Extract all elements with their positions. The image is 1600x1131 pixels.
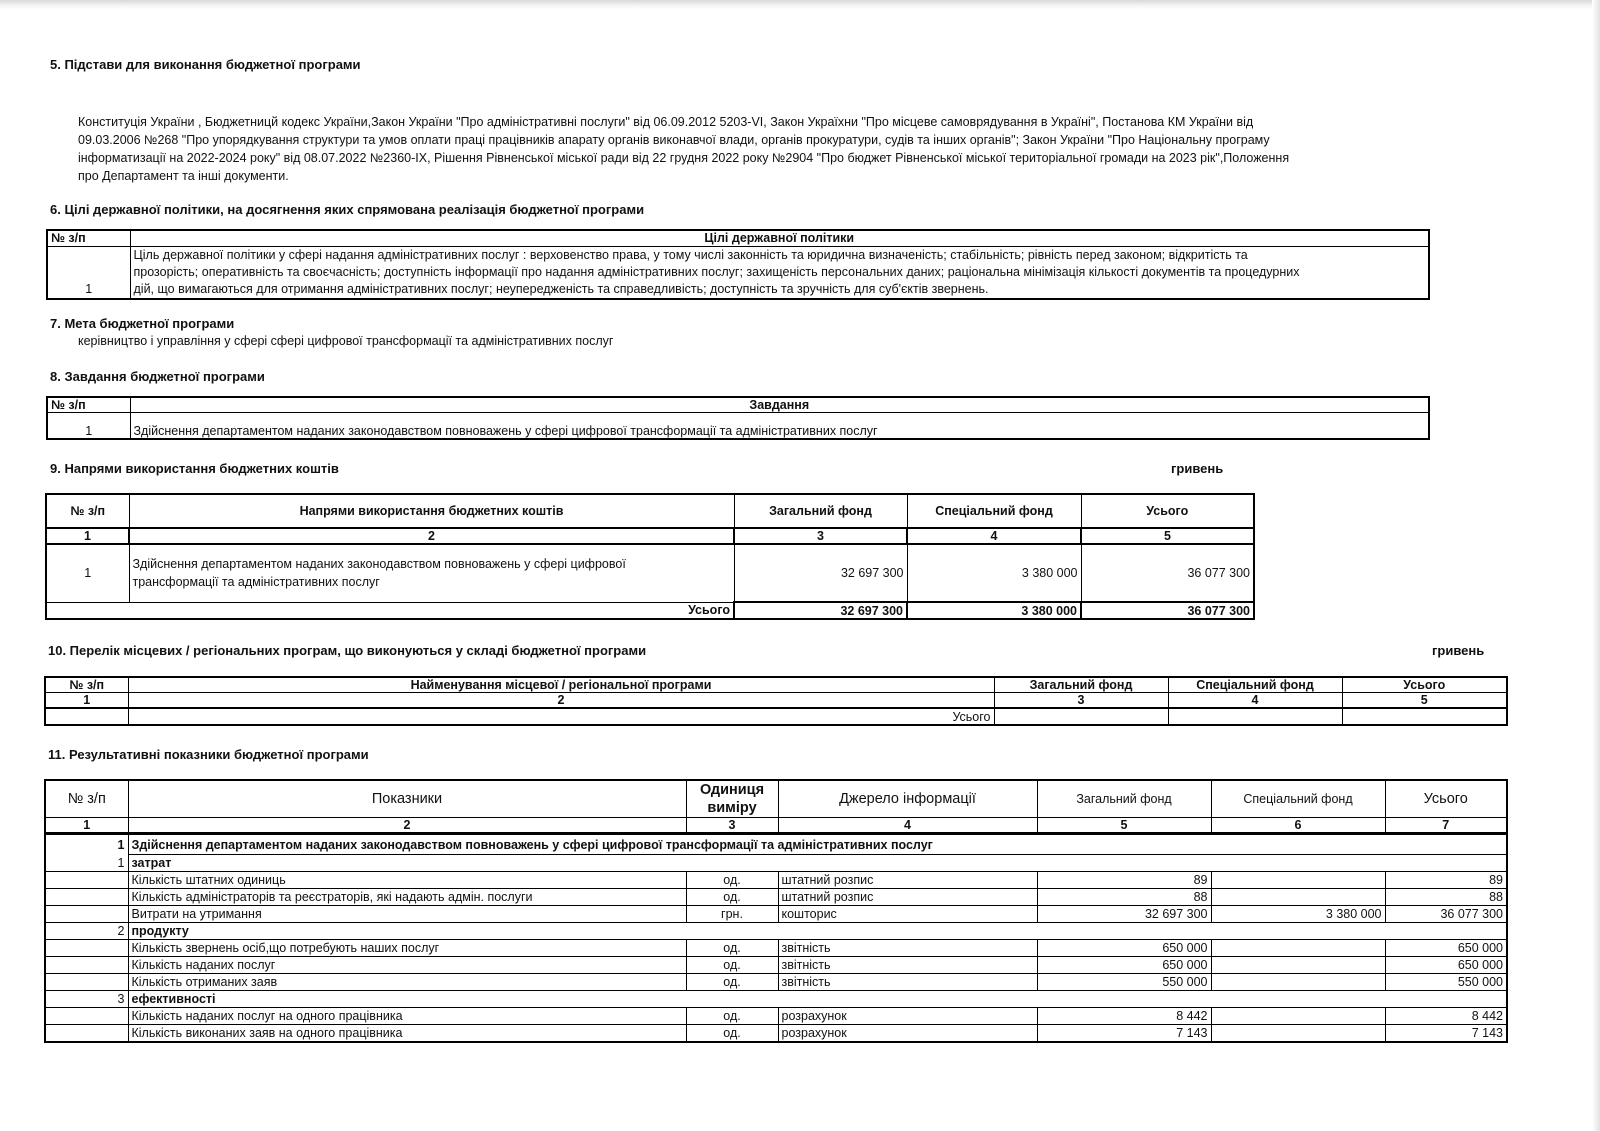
indicator-total: 550 000 [1385,974,1507,991]
col-num: 5 [1081,528,1254,544]
indicator-unit: од. [686,957,778,974]
col-num: 3 [734,528,907,544]
indicator-special-fund [1211,957,1385,974]
total-row [46,602,1254,619]
table-row [45,974,1507,991]
indicator-special-fund [1211,872,1385,889]
task-text: Здійснення департаментом наданих законодавством повноважень у сфері цифрової трансформації та адміністративних послуг [128,834,1507,855]
group-row [45,855,1507,872]
table-row [45,872,1507,889]
table-row [47,413,1429,439]
indicator-total: 8 442 [1385,1008,1507,1025]
col-num: 1 [46,528,129,544]
indicator-source: звітність [778,957,1037,974]
section-5-line: інформатизації на 2022-2024 року" від 08.07.2022 №2360-IX, Рішення Рівненської міської ради від 22 грудня 2022 року №2904 "Про бюджет Рівненської міської територіальної громади на 2023 рік",Положення [78,151,1290,165]
empty-num-cell [45,940,128,957]
col-task-header: Завдання [130,397,1429,413]
goal-line: прозорість; оперативність та своєчасність; доступність інформації про надання адміністративних послуг; захищеність персональних даних; раціональна мінімізація кількості документів та процедурних [133,264,1300,279]
indicator-total: 89 [1385,872,1507,889]
empty-cell [45,708,128,725]
col-direction-header: Напрями використання бюджетних коштів [129,494,734,528]
empty-cell [1168,708,1342,725]
direction-line: трансформації та адміністративних послуг [132,575,380,590]
table-header-row [45,677,1507,693]
col-num: 4 [778,818,1037,834]
goals-table [46,229,1430,300]
direction-line: Здійснення департаментом наданих законодавством повноважень у сфері цифрової [132,557,626,572]
indicator-name: Кількість штатних одиниць [128,872,686,889]
table-row [45,940,1507,957]
col-num: 3 [994,693,1168,709]
column-number-row [45,693,1507,709]
col-num: 2 [129,528,734,544]
scan-edge-top [0,0,1600,10]
indicator-unit: од. [686,974,778,991]
general-fund-value: 32 697 300 [734,544,907,602]
col-special-fund-header: Спеціальний фонд [1168,677,1342,693]
col-num: 1 [45,693,128,709]
indicator-name: Кількість адміністраторів та реєстраторів, які надають адмін. послуги [128,889,686,906]
indicator-unit: од. [686,940,778,957]
group-num: 3 [45,991,128,1008]
col-total-header: Усього [1342,677,1507,693]
col-num: 3 [686,818,778,834]
indicator-total: 650 000 [1385,940,1507,957]
col-num: 4 [1168,693,1342,709]
group-num: 1 [45,855,128,872]
indicator-total: 88 [1385,889,1507,906]
col-indicator-header: Показники [128,780,686,818]
col-num-header: № з/п [47,397,130,413]
section-5-title: 5. Підстави для виконання бюджетної програми [50,57,361,72]
col-general-fund-header: Загальний фонд [1037,780,1211,818]
indicator-unit: од. [686,872,778,889]
section-5-line: 09.03.2006 №268 "Про упорядкування структури та умов оплати праці працівників апарату органів виконавчої влади, органів прокуратури, судів та інших органів"; Закон України "Про Національну програму [78,133,1270,147]
row-num: 1 [47,246,130,299]
col-num: 5 [1037,818,1211,834]
column-number-row [46,528,1254,544]
indicator-unit: од. [686,1008,778,1025]
funds-table [45,493,1255,620]
empty-num-cell [45,889,128,906]
indicator-source: кошторис [778,906,1037,923]
tasks-table [46,396,1430,440]
direction-text [129,544,734,602]
task-text: Здійснення департаментом наданих законодавством повноважень у сфері цифрової трансформації та адміністративних послуг [130,413,1429,439]
indicator-general-fund: 88 [1037,889,1211,906]
col-num: 6 [1211,818,1385,834]
goal-text [130,246,1429,299]
table-row [45,906,1507,923]
total-label: Усього [46,602,734,619]
empty-num-cell [45,872,128,889]
empty-cell [994,708,1168,725]
goal-line: Ціль державної політики у сфері надання адміністративних послуг : верховенство права, у тому числі законність та юридична визначеність; стабільність; рівність перед законом; відкритість та [133,247,1248,262]
indicators-body [45,855,1507,1042]
col-num: 7 [1385,818,1507,834]
empty-num-cell [45,1008,128,1025]
indicator-source: штатний розпис [778,872,1037,889]
group-name: затрат [128,855,1507,872]
col-general-fund-header: Загальний фонд [734,494,907,528]
indicators-table [44,779,1508,1043]
indicator-general-fund: 550 000 [1037,974,1211,991]
indicator-name: Кількість наданих послуг на одного працівника [128,1008,686,1025]
indicator-source: звітність [778,940,1037,957]
empty-num-cell [45,974,128,991]
programs-table [44,676,1508,726]
row-num: 1 [46,544,129,602]
table-row [45,1008,1507,1025]
indicator-unit: од. [686,1025,778,1042]
column-number-row [45,818,1507,834]
indicator-general-fund: 7 143 [1037,1025,1211,1042]
col-num-header: № з/п [47,230,130,246]
indicator-special-fund [1211,1008,1385,1025]
indicator-name: Кількість виконаних заяв на одного працівника [128,1025,686,1042]
indicator-special-fund [1211,889,1385,906]
table-header-row [47,230,1429,246]
indicator-name: Кількість отриманих заяв [128,974,686,991]
task-num: 1 [45,834,128,855]
col-num-header: № з/п [46,494,129,528]
col-num: 5 [1342,693,1507,709]
empty-cell [1342,708,1507,725]
section-6-title: 6. Цілі державної політики, на досягнення яких спрямована реалізація бюджетної програми [50,202,645,217]
section-10-title: 10. Перелік місцевих / регіональних програм, що виконуються у складі бюджетної програми [48,643,647,658]
section-8-title: 8. Завдання бюджетної програми [50,369,265,384]
total-general-fund: 32 697 300 [734,602,907,619]
col-general-fund-header: Загальний фонд [994,677,1168,693]
section-9-title: 9. Напрями використання бюджетних коштів [50,461,339,476]
section-10-unit: гривень [1432,643,1485,658]
empty-num-cell [45,957,128,974]
section-9-unit: гривень [1171,461,1224,476]
indicator-name: Витрати на утримання [128,906,686,923]
col-goal-header: Цілі державної політики [130,230,1429,246]
indicator-total: 7 143 [1385,1025,1507,1042]
table-row [45,957,1507,974]
col-special-fund-header: Спеціальний фонд [907,494,1081,528]
col-special-fund-header: Спеціальний фонд [1211,780,1385,818]
empty-num-cell [45,906,128,923]
table-row [45,1025,1507,1042]
indicator-general-fund: 32 697 300 [1037,906,1211,923]
indicator-total: 650 000 [1385,957,1507,974]
indicator-special-fund [1211,1025,1385,1042]
task-row [45,834,1507,855]
col-num-header: № з/п [45,780,128,818]
col-num: 1 [45,818,128,834]
indicator-general-fund: 650 000 [1037,940,1211,957]
section-7-text: керівництво і управління у сфері сфері цифрової трансформації та адміністративних послуг [78,334,614,348]
total-value: 36 077 300 [1081,544,1254,602]
group-num: 2 [45,923,128,940]
col-num: 2 [128,693,994,709]
table-header-row [46,494,1254,528]
scan-edge-right [1592,0,1600,1131]
indicator-name: Кількість звернень осіб,що потребують наших послуг [128,940,686,957]
col-program-header: Найменування місцевої / регіональної програми [128,677,994,693]
empty-num-cell [45,1025,128,1042]
col-num: 2 [128,818,686,834]
goal-line: дій, що вимагаються для отримання адміністративних послуг; неупередженість та справедливість; доступність та зручність для суб'єктів звернень. [133,281,989,296]
indicator-source: штатний розпис [778,889,1037,906]
col-num-header: № з/п [45,677,128,693]
indicator-source: розрахунок [778,1008,1037,1025]
section-7-title: 7. Мета бюджетної програми [50,316,235,331]
section-5-line: про Департамент та інші документи. [78,169,289,183]
row-num: 1 [47,413,130,439]
col-unit-header: Одиниця виміру [686,780,778,818]
group-row [45,991,1507,1008]
indicator-special-fund: 3 380 000 [1211,906,1385,923]
indicator-general-fund: 650 000 [1037,957,1211,974]
indicator-name: Кількість наданих послуг [128,957,686,974]
section-5-line: Конституція України , Бюджетницй кодекс України,Закон України "Про адміністративні послуги" від 06.09.2012 5203-VI, Закон Україхни "Про місцеве самоврядування в Україні", Постанова КМ України від [78,115,1254,129]
table-header-row [45,780,1507,818]
indicator-source: розрахунок [778,1025,1037,1042]
table-row [47,246,1429,299]
table-row [45,889,1507,906]
section-5-text [78,113,1518,185]
section-11-title: 11. Результативні показники бюджетної програми [48,747,369,762]
total-row [45,708,1507,725]
special-fund-value: 3 380 000 [907,544,1081,602]
col-source-header: Джерело інформації [778,780,1037,818]
total-label: Усього [128,708,994,725]
group-name: продукту [128,923,1507,940]
indicator-special-fund [1211,940,1385,957]
indicator-unit: од. [686,889,778,906]
group-name: ефективності [128,991,1507,1008]
indicator-total: 36 077 300 [1385,906,1507,923]
total-sum: 36 077 300 [1081,602,1254,619]
total-special-fund: 3 380 000 [907,602,1081,619]
indicator-unit: грн. [686,906,778,923]
table-row [46,544,1254,602]
col-num: 4 [907,528,1081,544]
indicator-general-fund: 8 442 [1037,1008,1211,1025]
table-header-row [47,397,1429,413]
indicator-general-fund: 89 [1037,872,1211,889]
group-row [45,923,1507,940]
col-total-header: Усього [1081,494,1254,528]
indicator-special-fund [1211,974,1385,991]
col-total-header: Усього [1385,780,1507,818]
indicator-source: звітність [778,974,1037,991]
